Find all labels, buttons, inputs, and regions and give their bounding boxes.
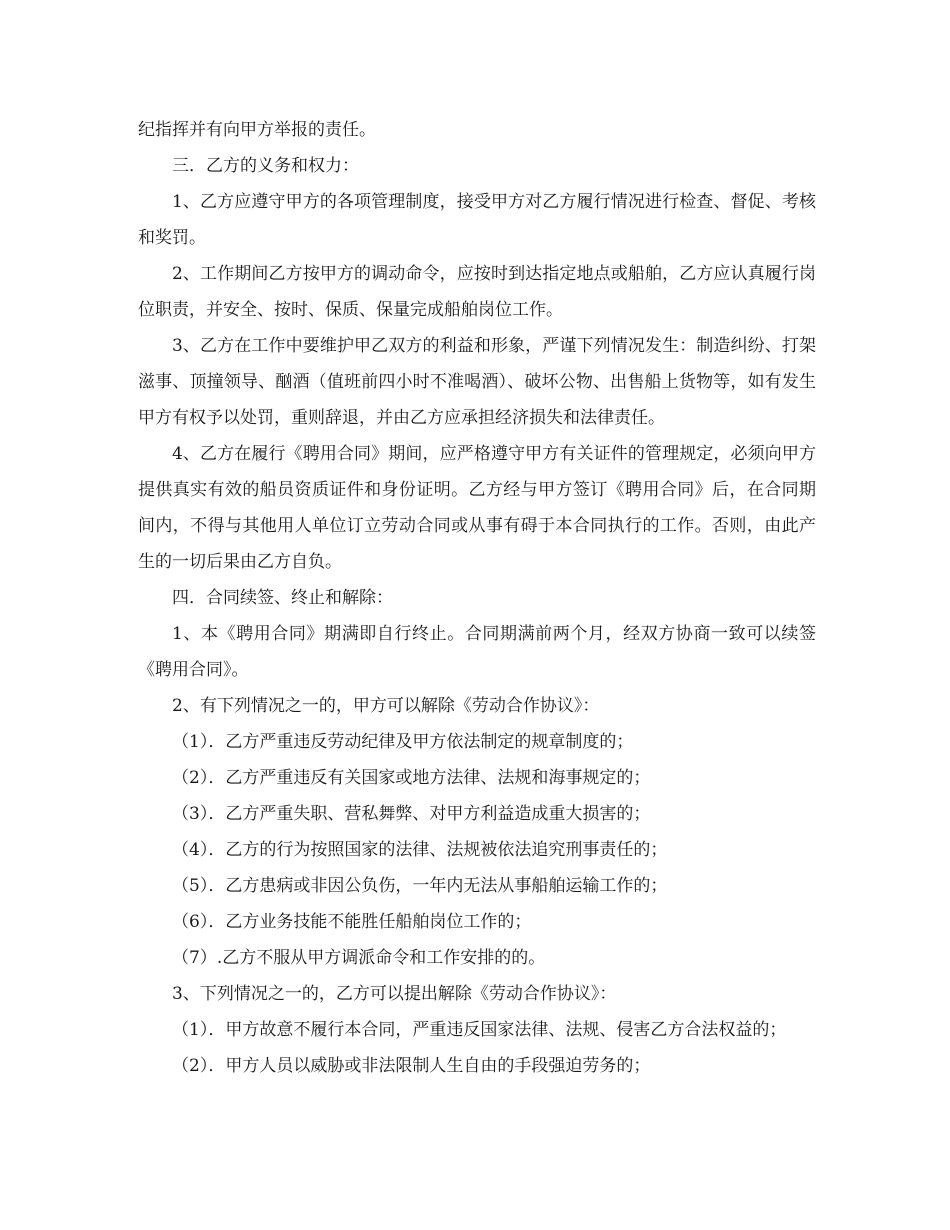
paragraph-continuation: 纪指挥并有向甲方举报的责任。 [138,120,376,140]
clause-4-1: 1、本《聘用合同》期满即自行终止。合同期满前两个月，经双方协商一致可以续签《聘用合同》。 [138,624,816,680]
clause-4-2-item-7: （7）.乙方不服从甲方调派命令和工作安排的的。 [172,948,546,968]
clause-3-2: 2、工作期间乙方按甲方的调动命令，应按时到达指定地点或船舶，乙方应认真履行岗位职责，并安全、按时、保质、保量完成船舶岗位工作。 [138,264,816,320]
clause-4-3-item-2: （2）．甲方人员以威胁或非法限制人生自由的手段强迫劳务的； [172,1056,651,1076]
clause-4-3-item-1: （1）．甲方故意不履行本合同，严重违反国家法律、法规、侵害乙方合法权益的； [172,1020,787,1040]
clause-4-3: 3、下列情况之一的，乙方可以提出解除《劳动合作协议》： [172,984,617,1004]
clause-4-2-item-1: （1）．乙方严重违反劳动纪律及甲方依法制定的规章制度的； [172,732,634,752]
clause-4-2-item-6: （6）．乙方业务技能不能胜任船舶岗位工作的； [172,912,532,932]
clause-4-2-item-3: （3）．乙方严重失职、营私舞弊、对甲方利益造成重大损害的； [172,804,651,824]
clause-4-2: 2、有下列情况之一的，甲方可以解除《劳动合作协议》： [172,696,600,716]
section-heading-4: 四．合同续签、终止和解除： [172,588,393,608]
document-body [138,112,816,1084]
clause-4-2-item-2: （2）．乙方严重违反有关国家或地方法律、法规和海事规定的； [172,768,651,788]
clause-3-4: 4、乙方在履行《聘用合同》期间，应严格遵守甲方有关证件的管理规定，必须向甲方提供真实有效的船员资质证件和身份证明。乙方经与甲方签订《聘用合同》后，在合同期间内，不得与其他用人单位订立劳动合同或从事有碍于本合同执行的工作。否则，由此产生的一切后果由乙方自负。 [138,444,816,572]
clause-4-2-item-4: （4）．乙方的行为按照国家的法律、法规被依法追究刑事责任的； [172,840,668,860]
clause-3-1: 1、乙方应遵守甲方的各项管理制度，接受甲方对乙方履行情况进行检查、督促、考核和奖罚。 [138,192,816,248]
clause-4-2-item-5: （5）．乙方患病或非因公负伤，一年内无法从事船舶运输工作的； [172,876,668,896]
section-heading-3: 三．乙方的义务和权力： [172,156,359,176]
clause-3-3: 3、乙方在工作中要维护甲乙双方的利益和形象，严谨下列情况发生：制造纠纷、打架滋事、顶撞领导、酗酒（值班前四小时不准喝酒）、破坏公物、出售船上货物等，如有发生甲方有权予以处罚，重则辞退，并由乙方应承担经济损失和法律责任。 [138,336,816,428]
